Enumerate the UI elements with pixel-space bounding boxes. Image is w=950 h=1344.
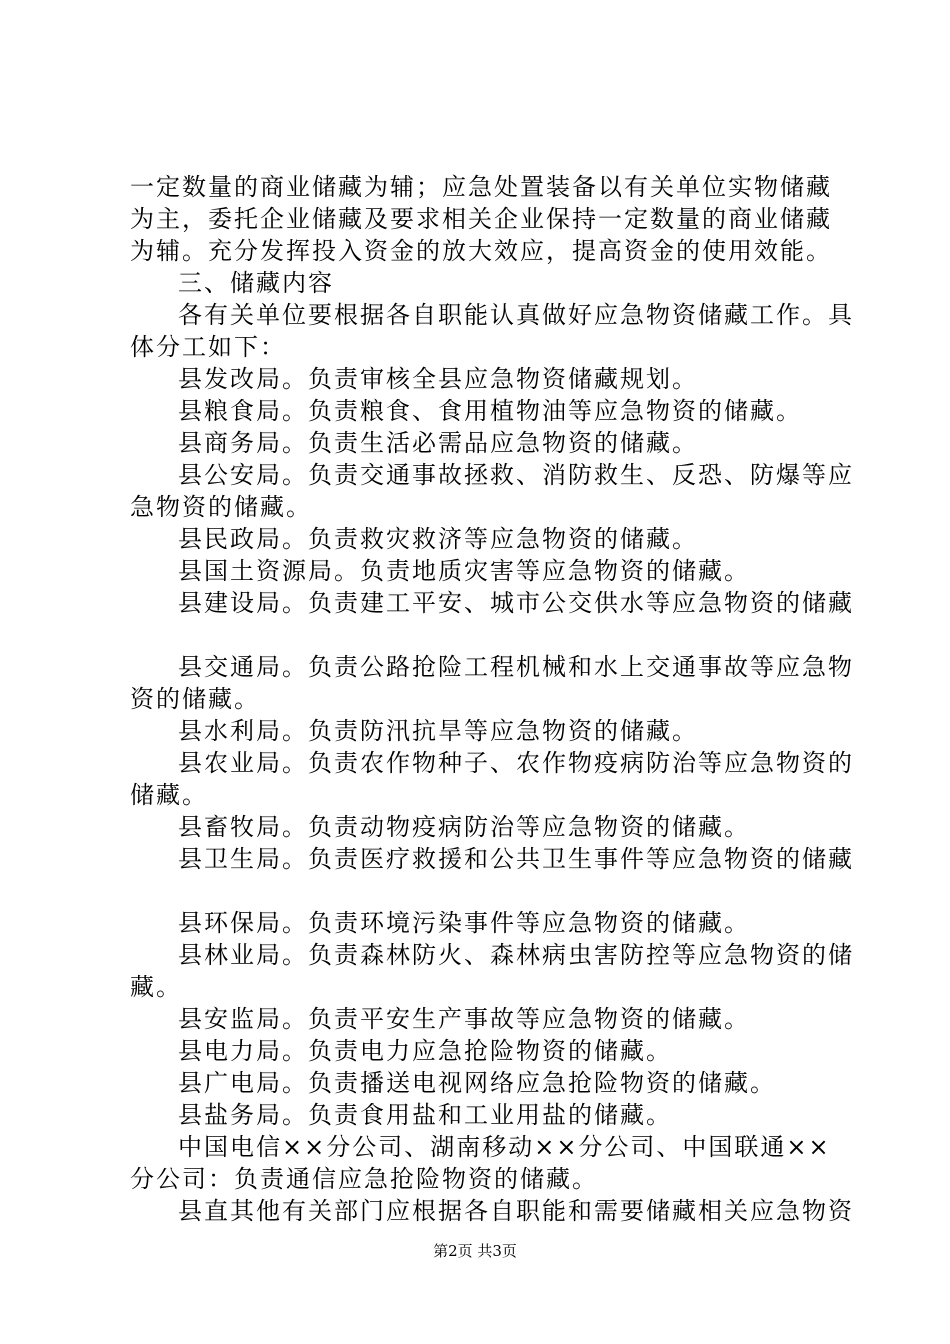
text-line: 县安监局。负责平安生产事故等应急物资的储藏。: [178, 1005, 750, 1033]
document-body: [130, 171, 854, 1227]
text-line: 县直其他有关部门应根据各自职能和需要储藏相关应急物资: [178, 1197, 854, 1225]
text-line: 县农业局。负责农作物种子、农作物疫病防治等应急物资的: [178, 749, 854, 777]
text-line: 县建设局。负责建工平安、城市公交供水等应急物资的储藏: [178, 589, 854, 617]
text-line: 各有关单位要根据各自职能认真做好应急物资储藏工作。具: [178, 301, 854, 329]
text-line: 为主，委托企业储藏及要求相关企业保持一定数量的商业储藏: [130, 205, 832, 233]
text-line: 县畜牧局。负责动物疫病防治等应急物资的储藏。: [178, 813, 750, 841]
text-line: 县国土资源局。负责地质灾害等应急物资的储藏。: [178, 557, 750, 585]
text-line: 三、储藏内容: [178, 269, 334, 297]
text-line: 储藏。: [130, 781, 208, 809]
text-line: 为辅。充分发挥投入资金的放大效应，提高资金的使用效能。: [130, 237, 832, 265]
text-line: 一定数量的商业储藏为辅；应急处置装备以有关单位实物储藏: [130, 173, 832, 201]
text-line: 县商务局。负责生活必需品应急物资的储藏。: [178, 429, 698, 457]
text-line: 县交通局。负责公路抢险工程机械和水上交通事故等应急物: [178, 653, 854, 681]
text-line: 体分工如下：: [130, 333, 286, 361]
text-line: 县粮食局。负责粮食、食用植物油等应急物资的储藏。: [178, 397, 802, 425]
blank-line: [130, 875, 840, 907]
page-footer: 第2页 共3页: [433, 1242, 517, 1260]
text-line: 县民政局。负责救灾救济等应急物资的储藏。: [178, 525, 698, 553]
text-line: 资的储藏。: [130, 685, 260, 713]
text-line: 藏。: [130, 973, 182, 1001]
blank-line: [130, 619, 840, 651]
text-line: 县盐务局。负责食用盐和工业用盐的储藏。: [178, 1101, 672, 1129]
text-line: 县电力局。负责电力应急抢险物资的储藏。: [178, 1037, 672, 1065]
text-line: 县林业局。负责森林防火、森林病虫害防控等应急物资的储: [178, 941, 854, 969]
text-line: 县广电局。负责播送电视网络应急抢险物资的储藏。: [178, 1069, 776, 1097]
text-line: 县环保局。负责环境污染事件等应急物资的储藏。: [178, 909, 750, 937]
text-line: 县卫生局。负责医疗救援和公共卫生事件等应急物资的储藏: [178, 845, 854, 873]
text-line: 县发改局。负责审核全县应急物资储藏规划。: [178, 365, 698, 393]
text-line: 分公司：负责通信应急抢险物资的储藏。: [130, 1165, 598, 1193]
text-line: 急物资的储藏。: [130, 493, 312, 521]
text-line: 中国电信××分公司、湖南移动××分公司、中国联通××: [178, 1133, 831, 1161]
text-line: 县水利局。负责防汛抗旱等应急物资的储藏。: [178, 717, 698, 745]
text-line: 县公安局。负责交通事故拯救、消防救生、反恐、防爆等应: [178, 461, 854, 489]
